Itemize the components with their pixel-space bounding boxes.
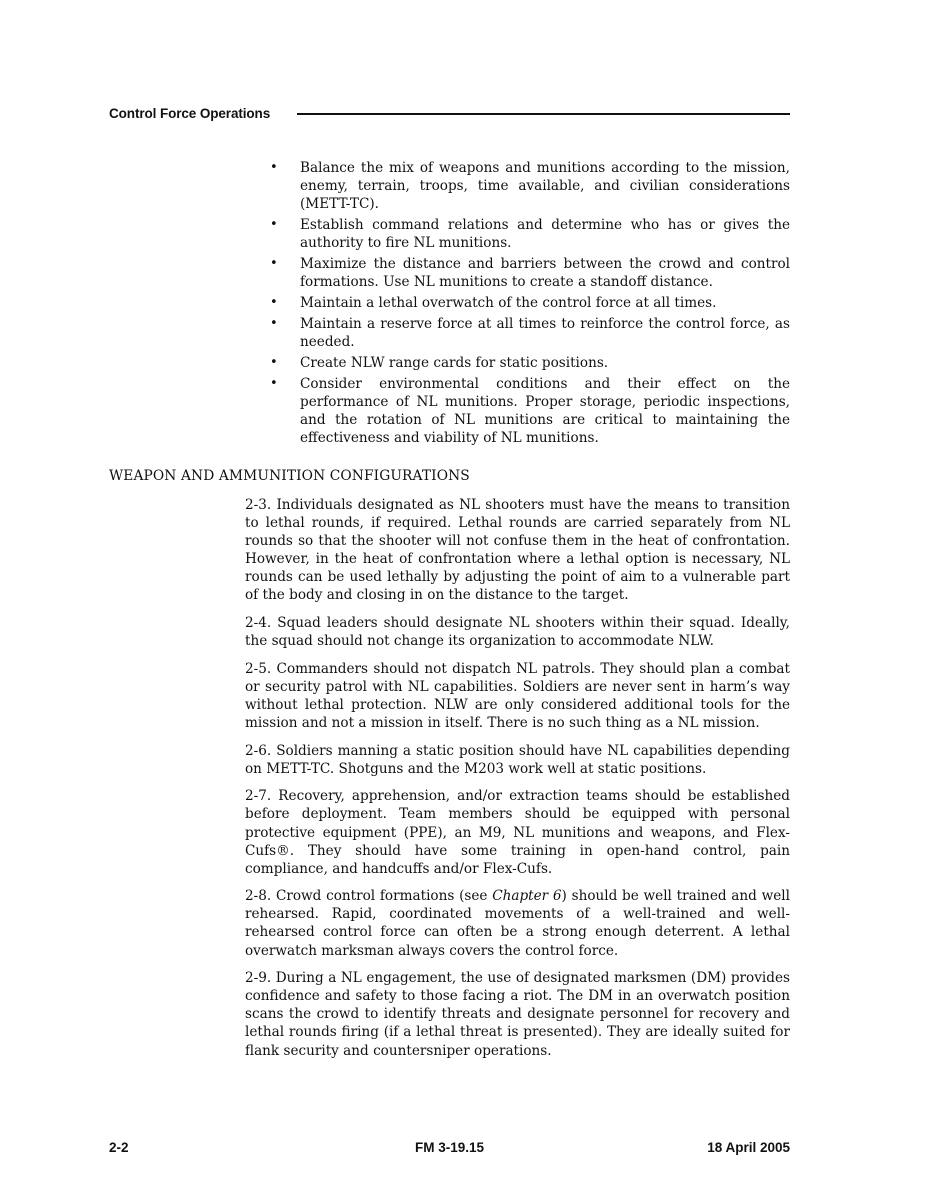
bullet-item	[268, 354, 790, 372]
bullet-list	[268, 159, 790, 450]
paragraph-2-4: 2-4. Squad leaders should designate NL shooters within their squad. Ideally, the squad should not change its organization to accommodate NLW.	[245, 615, 790, 650]
header-rule	[297, 113, 790, 115]
paragraph-2-7: 2-7. Recovery, apprehension, and/or extraction teams should be established before deployment. Team members should be equipped with personal protective equipment (PPE), an M9, NL munitions and weapons, and Flex-Cufs®. They should have some training in open-hand control, pain compliance, and handcuffs and/or Flex-Cufs.	[245, 788, 790, 877]
bullet-item	[268, 159, 790, 213]
chapter-reference: Chapter 6	[492, 888, 562, 905]
bullet-text: Maintain a lethal overwatch of the control force at all times.	[300, 295, 717, 311]
page-footer	[109, 1140, 790, 1160]
bullet-dot-icon: •	[270, 160, 278, 175]
bullet-text: Create NLW range cards for static positions.	[300, 355, 609, 371]
bullet-text: Consider environmental conditions and their effect on the performance of NL munitions. Proper storage, periodic inspections, and the rotation of NL munitions are critical to maintaining the effectiveness and viability of NL munitions.	[300, 376, 790, 446]
bullet-dot-icon: •	[270, 316, 278, 331]
paragraph-2-6: 2-6. Soldiers manning a static position should have NL capabilities depending on METT-TC. Shotguns and the M203 work well at static positions.	[245, 742, 790, 777]
paragraph-2-5: 2-5. Commanders should not dispatch NL patrols. They should plan a combat or security patrol with NL capabilities. Soldiers are never sent in harm’s way without lethal protection. NLW are only considered additional tools for the mission and not a mission in itself. There is no such thing as a NL mission.	[245, 660, 790, 732]
bullet-dot-icon: •	[270, 217, 278, 232]
paragraph-2-8	[245, 887, 790, 959]
section-heading: WEAPON AND AMMUNITION CONFIGURATIONS	[109, 468, 470, 484]
bullet-item	[268, 216, 790, 252]
bullet-item	[268, 375, 790, 447]
body-paragraphs	[245, 496, 790, 1069]
document-date: 18 April 2005	[707, 1140, 790, 1155]
page-number: 2-2	[109, 1140, 129, 1155]
bullet-item	[268, 315, 790, 351]
bullet-text: Maximize the distance and barriers between the crowd and control formations. Use NL munitions to create a standoff distance.	[300, 256, 790, 290]
bullet-dot-icon: •	[270, 295, 278, 310]
paragraph-text: 2-8. Crowd control formations (see	[245, 888, 493, 905]
bullet-dot-icon: •	[270, 376, 278, 391]
bullet-text: Balance the mix of weapons and munitions according to the mission, enemy, terrain, troops, time available, and civilian considerations (METT-TC).	[300, 160, 790, 212]
bullet-dot-icon: •	[270, 355, 278, 370]
running-header-title: Control Force Operations	[109, 106, 271, 121]
paragraph-2-9: 2-9. During a NL engagement, the use of designated marksmen (DM) provides confidence and safety to those facing a riot. The DM in an overwatch position scans the crowd to identify threats and designate personnel for recovery and lethal rounds firing (if a lethal threat is presented). They are ideally suited for flank security and countersniper operations.	[245, 970, 790, 1059]
paragraph-text: ) should be well trained and well rehearsed. Rapid, coordinated movements of a well-trained and well-rehearsed control force can often be a strong enough deterrent. A lethal overwatch marksman always covers the control force.	[245, 888, 790, 959]
bullet-item	[268, 294, 790, 312]
document-id: FM 3-19.15	[414, 1140, 485, 1155]
page-header	[109, 106, 790, 126]
bullet-dot-icon: •	[270, 256, 278, 271]
bullet-item	[268, 255, 790, 291]
bullet-text: Maintain a reserve force at all times to reinforce the control force, as needed.	[300, 316, 790, 350]
paragraph-2-3: 2-3. Individuals designated as NL shooters must have the means to transition to lethal rounds, if required. Lethal rounds are carried separately from NL rounds so that the shooter will not confuse them in the heat of confrontation. However, in the heat of confrontation where a lethal option is necessary, NL rounds can be used lethally by adjusting the point of aim to a vulnerable part of the body and closing in on the distance to the target.	[245, 497, 790, 604]
bullet-text: Establish command relations and determine who has or gives the authority to fire NL munitions.	[300, 217, 790, 251]
